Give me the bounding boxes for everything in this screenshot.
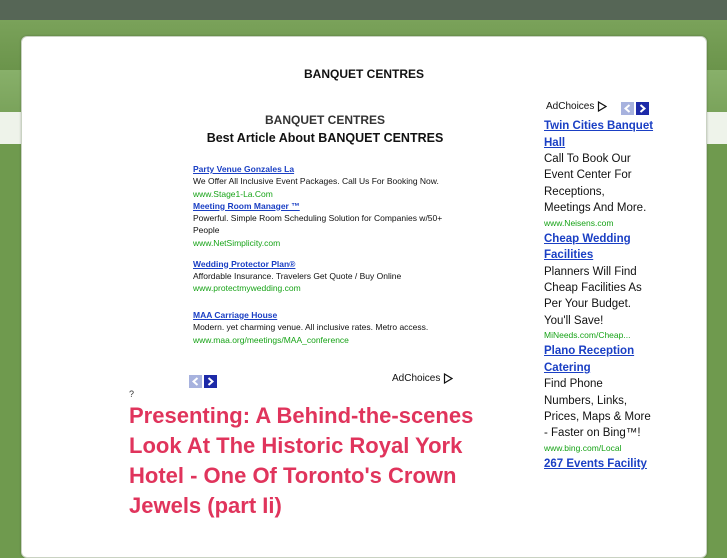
chevron-right-icon	[204, 375, 217, 388]
ad-item[interactable]	[193, 309, 463, 346]
ad-url[interactable]: www.protectmywedding.com	[193, 283, 301, 293]
ad-title-link[interactable]: 267 Events Facility	[544, 457, 647, 470]
adchoices-link[interactable]	[392, 373, 453, 384]
prev-ad-button[interactable]	[189, 375, 202, 388]
ad-url[interactable]: MiNeeds.com/Cheap...	[544, 330, 631, 341]
adchoices-icon	[597, 101, 607, 112]
ad-url[interactable]: www.maa.org/meetings/MAA_conference	[193, 334, 349, 345]
next-ad-button[interactable]	[636, 102, 649, 115]
content-panel	[21, 36, 707, 558]
adchoices-link[interactable]	[546, 101, 607, 112]
ad-description: Find Phone Numbers, Links, Prices, Maps & More - Faster on Bing™!	[544, 378, 651, 440]
ad-item[interactable]	[193, 258, 463, 295]
ad-item[interactable]	[193, 163, 463, 200]
chevron-right-icon	[636, 102, 649, 115]
next-ad-button[interactable]	[204, 375, 217, 388]
ad-description: Planners Will Find Cheap Facilities As Per Your Budget. You'll Save!	[544, 265, 642, 327]
ad-description: Affordable Insurance. Travelers Get Quote / Buy Online	[193, 270, 402, 281]
ad-description: Call To Book Our Event Center For Receptions, Meetings And More.	[544, 153, 647, 215]
ad-block-subheading: Best Article About BANQUET CENTRES	[206, 131, 444, 145]
left-ad-list	[193, 163, 463, 346]
ad-item[interactable]	[544, 231, 654, 342]
ad-description: Powerful. Simple Room Scheduling Solution for Companies w/50+ People	[193, 212, 443, 235]
right-ad-list	[544, 118, 654, 472]
top-bar	[0, 0, 727, 20]
ad-item[interactable]	[544, 118, 654, 229]
ad-description: We Offer All Inclusive Event Packages. Call Us For Booking Now.	[193, 176, 439, 186]
right-ad-nav	[621, 100, 651, 118]
ad-title-link[interactable]: Twin Cities Banquet Hall	[544, 120, 654, 149]
ad-item[interactable]	[544, 456, 654, 473]
adchoices-icon	[443, 373, 453, 384]
ad-title-link[interactable]: Party Venue Gonzales La	[193, 164, 295, 174]
ad-title-link[interactable]: Wedding Protector Plan®	[193, 258, 296, 269]
chevron-left-icon	[189, 375, 202, 388]
ad-description: Modern. yet charming venue. All inclusive rates. Metro access.	[193, 322, 429, 332]
ad-url[interactable]: www.Neisens.com	[544, 217, 614, 228]
prev-ad-button[interactable]	[621, 102, 634, 115]
site-title: BANQUET CENTRES	[303, 67, 424, 81]
article-title: Presenting: A Behind-the-scenes Look At The Historic Royal York Hotel - One Of Toronto's Crown Jewels (part Ii)	[129, 403, 474, 518]
ad-title-link[interactable]: MAA Carriage House	[193, 310, 278, 320]
ad-url[interactable]: www.NetSimplicity.com	[193, 237, 281, 248]
ad-title-link[interactable]: Cheap Wedding Facilities	[544, 232, 631, 262]
question-mark: ?	[129, 389, 135, 399]
ad-title-link[interactable]: Meeting Room Manager ™	[193, 200, 300, 211]
ad-title-link[interactable]: Plano Reception Catering	[544, 345, 635, 374]
adchoices-label: AdChoices	[392, 373, 441, 385]
ad-item[interactable]	[193, 200, 463, 249]
ad-item[interactable]	[544, 343, 654, 454]
ad-block-heading: BANQUET CENTRES	[264, 113, 385, 127]
adchoices-label: AdChoices	[546, 101, 595, 113]
ad-url[interactable]: www.Stage1-La.Com	[193, 188, 273, 199]
left-ad-nav	[189, 373, 219, 391]
ad-url[interactable]: www.bing.com/Local	[544, 442, 622, 453]
chevron-left-icon	[621, 102, 634, 115]
